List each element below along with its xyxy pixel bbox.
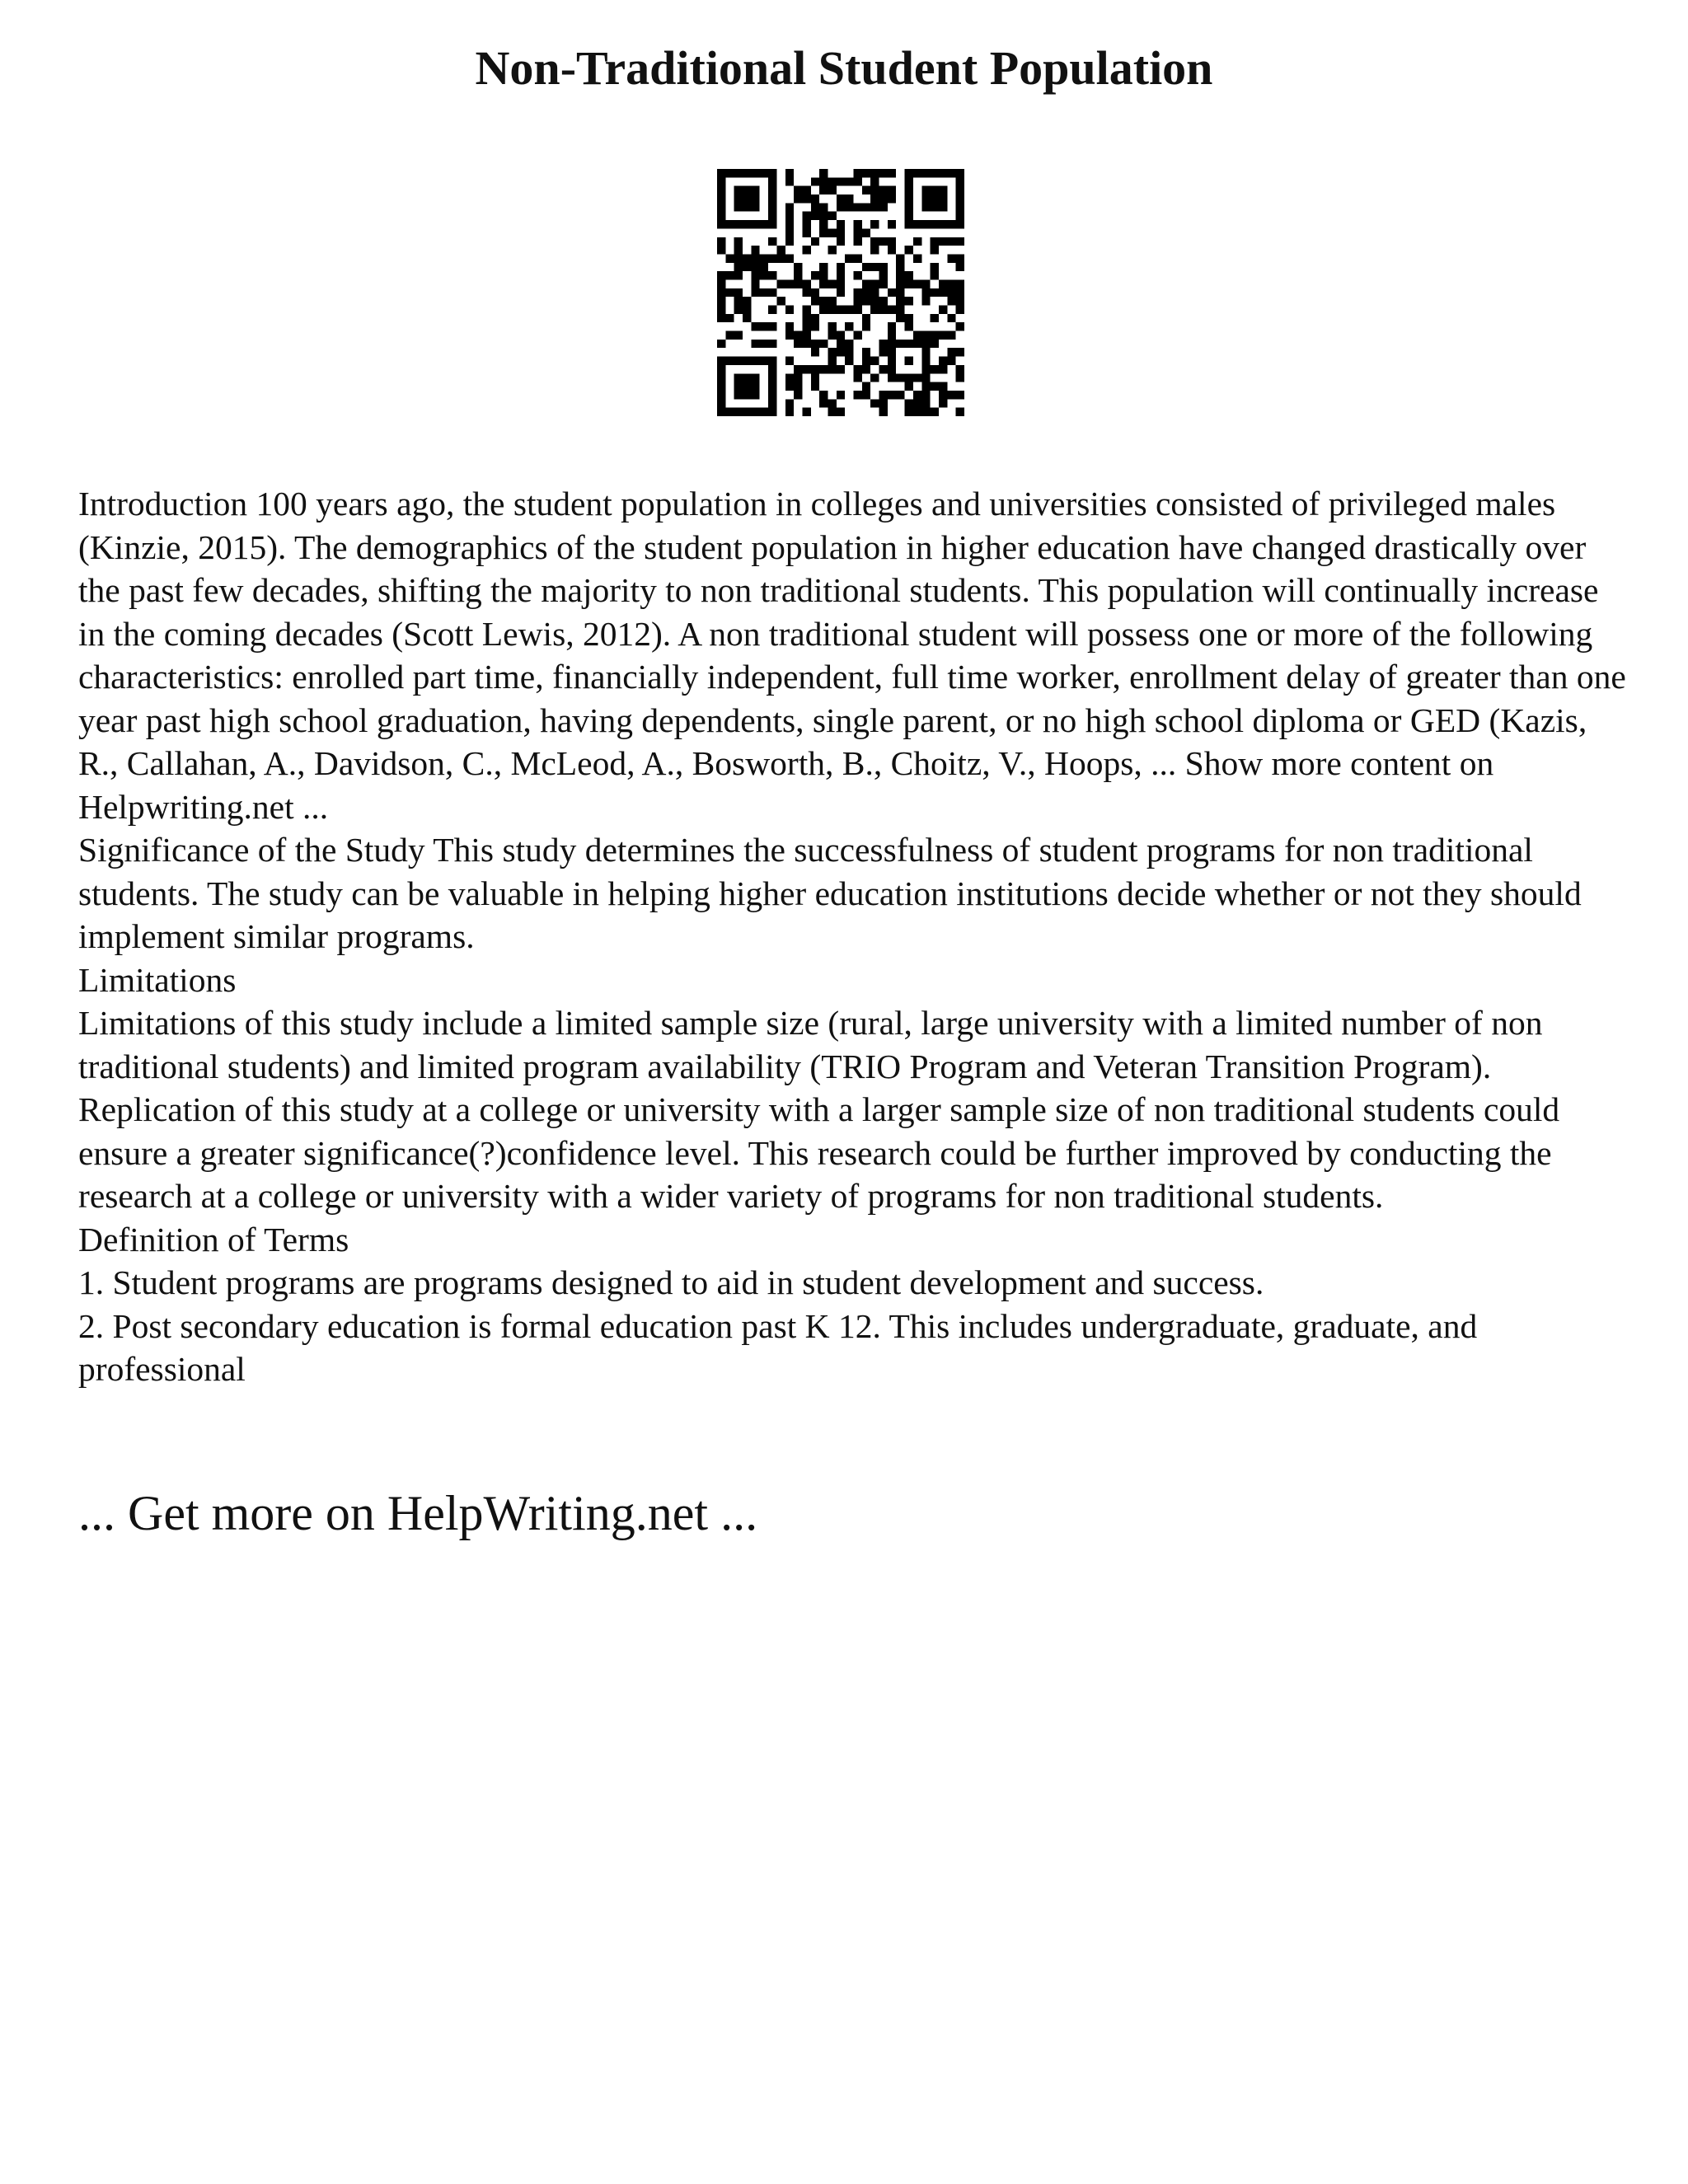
document-title: Non-Traditional Student Population: [475, 41, 1213, 95]
paragraph-limitations: Limitations of this study include a limited sample size (rural, large university with a limited number of non traditional students) and limited program availability (TRIO Program and Veteran Transition Program). Replication of this study at a college or university with a larger sample size of non traditional students could ensure a greater significance(?)confidence level. This research could be further improved by conducting the research at a college or university with a wider variety of programs for non traditional students.: [78, 1004, 1560, 1215]
get-more-link[interactable]: ... Get more on HelpWriting.net ...: [78, 1486, 758, 1540]
qr-code-icon: [717, 169, 964, 416]
heading-definition-of-terms: Definition of Terms: [78, 1220, 349, 1258]
paragraph-significance: Significance of the Study This study determines the successfulness of student programs for non traditional students. The study can be valuable in helping higher education institutions decide whether or not they should implement similar programs.: [78, 831, 1582, 955]
document-body: [78, 482, 1628, 1391]
definition-item-2: 2. Post secondary education is formal education past K 12. This includes undergraduate, graduate, and professional: [78, 1306, 1478, 1388]
qr-code[interactable]: [717, 169, 964, 416]
paragraph-introduction: Introduction 100 years ago, the student population in colleges and universities consisted of privileged males (Kinzie, 2015). The demographics of the student population in higher education have changed drastically over the past few decades, shifting the majority to non traditional students. This population will continually increase in the coming decades (Scott Lewis, 2012). A non traditional student will possess one or more of the following characteristics: enrolled part time, financially independent, full time worker, enrollment delay of greater than one year past high school graduation, having dependents, single parent, or no high school diploma or GED (Kazis, R., Callahan, A., Davidson, C., McLeod, A., Bosworth, B., Choitz, V., Hoops, ... Show more content on Helpwriting.net ...: [78, 485, 1626, 826]
heading-limitations: Limitations: [78, 960, 237, 999]
definition-item-1: 1. Student programs are programs designed to aid in student development and success.: [78, 1263, 1264, 1301]
